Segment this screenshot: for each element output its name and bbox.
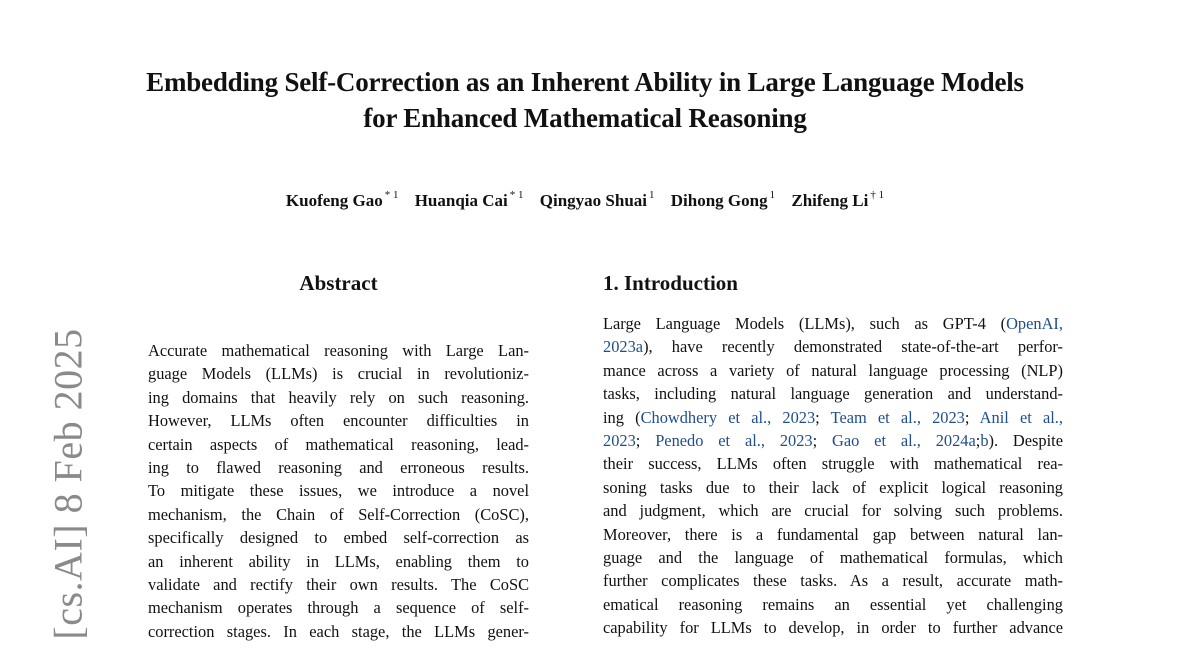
abstract-line: To mitigate these issues, we introduce a novel: [148, 481, 529, 501]
intro-text: Large Language Models (LLMs), such as GPT-4 (: [603, 314, 1007, 333]
author-affiliation: 1: [649, 189, 655, 201]
intro-line: [603, 312, 1063, 335]
intro-text: ;: [964, 407, 980, 427]
paper-title: [60, 64, 1110, 136]
author-affiliation: * 1: [509, 189, 524, 201]
intro-text: ;: [815, 407, 831, 427]
intro-text: ;: [812, 430, 833, 450]
citation-link[interactable]: Chowdhery et al., 2023: [640, 407, 816, 427]
author-affiliation: 1: [769, 189, 776, 201]
intro-text: ). Despite: [988, 430, 1063, 450]
introduction-heading: 1. Introduction: [603, 271, 738, 295]
intro-line: tasks, including natural language generation and understand-: [603, 384, 1063, 404]
citation-link[interactable]: OpenAI,: [1006, 314, 1063, 333]
abstract-line: mechanism operates through a sequence of self-: [148, 598, 529, 618]
intro-line: mance across a variety of natural language processing (NLP): [603, 360, 1063, 380]
intro-line: ematical reasoning remains an essential yet challenging: [603, 594, 1063, 614]
abstract-body: [148, 339, 529, 643]
abstract-line: specifically designed to embed self-correction as: [148, 528, 529, 548]
intro-text: ;: [635, 430, 656, 450]
citation-link[interactable]: Team et al., 2023: [830, 407, 965, 427]
title-line: Embedding Self-Correction as an Inherent Ability in Large Language Models: [146, 67, 1024, 97]
citation-link[interactable]: Anil et al.,: [979, 407, 1063, 427]
abstract-line: guage Models (LLMs) is crucial in revolutioniz-: [148, 364, 529, 384]
author-name: Kuofeng Gao: [285, 190, 383, 210]
arxiv-stamp: [cs.AI] 8 Feb 2025: [45, 328, 91, 640]
author: [540, 191, 655, 210]
intro-line: guage and the language of mathematical formulas, which: [603, 547, 1063, 567]
citation-link[interactable]: b: [980, 430, 989, 450]
intro-line: [603, 335, 1063, 358]
intro-line: and judgment, which are crucial for solving such problems.: [603, 501, 1063, 521]
abstract-line: However, LLMs often encounter difficulties in: [148, 411, 529, 431]
author-list: [60, 184, 1110, 213]
introduction-body: [603, 312, 1063, 639]
intro-line: [603, 406, 1063, 429]
author: [415, 191, 524, 210]
intro-line: capability for LLMs to develop, in order to further advance: [603, 618, 1063, 638]
author: [286, 191, 399, 210]
author-affiliation: * 1: [384, 189, 399, 201]
citation-link[interactable]: Penedo et al., 2023: [655, 430, 813, 450]
author: [791, 191, 884, 210]
citation-link[interactable]: 2023a: [603, 337, 644, 357]
abstract-line: validate and rectify their own results. The CoSC: [148, 574, 529, 594]
abstract-line: ing to flawed reasoning and erroneous results.: [148, 457, 529, 477]
author-name: Zhifeng Li: [791, 190, 869, 210]
abstract-line: certain aspects of mathematical reasoning, lead-: [148, 434, 529, 454]
intro-line: their success, LLMs often struggle with mathematical rea-: [603, 454, 1063, 474]
intro-line: soning tasks due to their lack of explicit logical reasoning: [603, 477, 1063, 497]
abstract-line: an inherent ability in LLMs, enabling them to: [148, 551, 529, 571]
author-affiliation: † 1: [870, 189, 885, 201]
citation-link[interactable]: 2023: [603, 430, 636, 450]
intro-line: [603, 429, 1063, 452]
intro-line: Moreover, there is a fundamental gap between natural lan-: [603, 524, 1063, 544]
abstract-heading: Abstract: [299, 271, 378, 295]
abstract-line: correction stages. In each stage, the LLMs gener-: [148, 621, 529, 641]
author-name: Qingyao Shuai: [539, 190, 648, 210]
intro-text: ;: [975, 430, 981, 450]
abstract-line: ing domains that heavily rely on such reasoning.: [148, 387, 529, 407]
abstract-line: mechanism, the Chain of Self-Correction (CoSC),: [148, 504, 529, 524]
intro-text: ing (: [603, 407, 641, 427]
abstract-line: Accurate mathematical reasoning with Large Lan-: [148, 341, 529, 360]
citation-link[interactable]: Gao et al., 2024a: [832, 430, 976, 450]
author-name: Dihong Gong: [670, 190, 768, 210]
author: [671, 191, 775, 210]
author-name: Huanqia Cai: [414, 190, 508, 210]
title-line: for Enhanced Mathematical Reasoning: [363, 103, 807, 133]
intro-line: further complicates these tasks. As a result, accurate math-: [603, 571, 1063, 591]
intro-text: ), have recently demonstrated state-of-the-art perfor-: [643, 337, 1063, 357]
